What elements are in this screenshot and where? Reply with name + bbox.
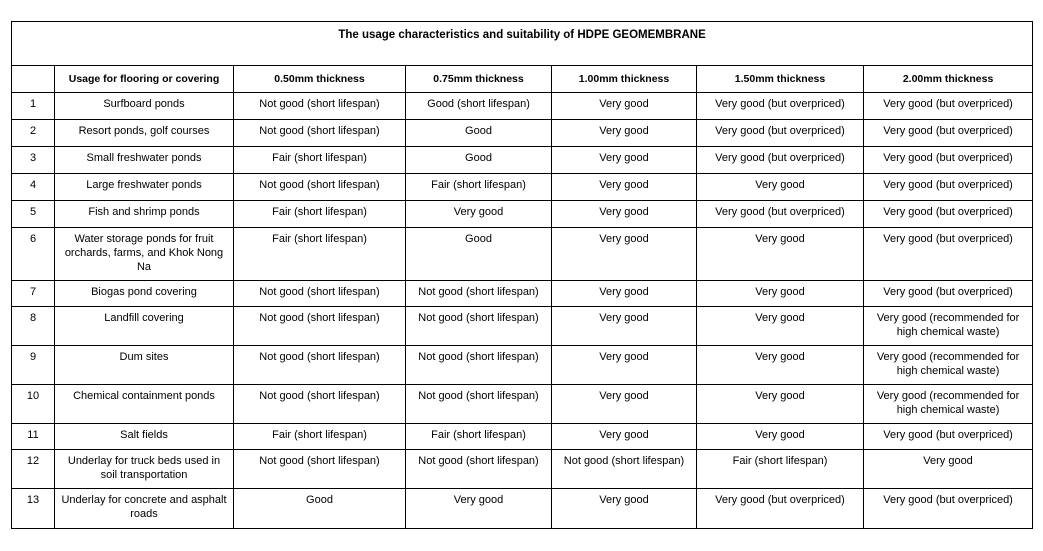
rating-cell-100mm: Very good <box>552 120 697 147</box>
rating-cell-150mm: Very good (but overpriced) <box>697 120 864 147</box>
rating-cell-050mm: Not good (short lifespan) <box>234 281 406 307</box>
rating-cell-050mm: Not good (short lifespan) <box>234 450 406 489</box>
table-body <box>12 93 1033 529</box>
usage-cell: Large freshwater ponds <box>55 174 234 201</box>
rating-cell-150mm: Very good (but overpriced) <box>697 147 864 174</box>
table-row <box>12 307 1033 346</box>
row-number-cell: 8 <box>12 307 55 346</box>
rating-cell-100mm: Very good <box>552 201 697 228</box>
rating-cell-150mm: Very good <box>697 281 864 307</box>
rating-cell-150mm: Very good <box>697 424 864 450</box>
rating-cell-100mm: Very good <box>552 147 697 174</box>
col-header-050mm: 0.50mm thickness <box>234 66 406 93</box>
rating-cell-150mm: Very good <box>697 228 864 281</box>
rating-cell-100mm: Very good <box>552 424 697 450</box>
rating-cell-075mm: Fair (short lifespan) <box>406 424 552 450</box>
usage-cell: Surfboard ponds <box>55 93 234 120</box>
rating-cell-075mm: Not good (short lifespan) <box>406 450 552 489</box>
rating-cell-050mm: Not good (short lifespan) <box>234 93 406 120</box>
table-container <box>11 21 1033 529</box>
rating-cell-150mm: Very good <box>697 385 864 424</box>
table-row <box>12 120 1033 147</box>
col-header-row-number <box>12 66 55 93</box>
rating-cell-050mm: Fair (short lifespan) <box>234 228 406 281</box>
suitability-table <box>11 21 1033 529</box>
rating-cell-075mm: Not good (short lifespan) <box>406 281 552 307</box>
col-header-200mm: 2.00mm thickness <box>864 66 1033 93</box>
usage-cell: Water storage ponds for fruit orchards, farms, and Khok Nong Na <box>55 228 234 281</box>
table-title: The usage characteristics and suitability of HDPE GEOMEMBRANE <box>12 22 1033 66</box>
rating-cell-075mm: Good <box>406 120 552 147</box>
rating-cell-075mm: Fair (short lifespan) <box>406 174 552 201</box>
rating-cell-100mm: Very good <box>552 489 697 529</box>
row-number-cell: 3 <box>12 147 55 174</box>
row-number-cell: 9 <box>12 346 55 385</box>
usage-cell: Chemical containment ponds <box>55 385 234 424</box>
rating-cell-050mm: Not good (short lifespan) <box>234 174 406 201</box>
row-number-cell: 6 <box>12 228 55 281</box>
rating-cell-050mm: Not good (short lifespan) <box>234 307 406 346</box>
table-row <box>12 489 1033 529</box>
row-number-cell: 10 <box>12 385 55 424</box>
table-row <box>12 281 1033 307</box>
row-number-cell: 12 <box>12 450 55 489</box>
rating-cell-050mm: Not good (short lifespan) <box>234 346 406 385</box>
usage-cell: Underlay for concrete and asphalt roads <box>55 489 234 529</box>
usage-cell: Biogas pond covering <box>55 281 234 307</box>
usage-cell: Salt fields <box>55 424 234 450</box>
table-row <box>12 174 1033 201</box>
table-row <box>12 346 1033 385</box>
title-row <box>12 22 1033 66</box>
header-row <box>12 66 1033 93</box>
rating-cell-050mm: Fair (short lifespan) <box>234 424 406 450</box>
rating-cell-075mm: Not good (short lifespan) <box>406 346 552 385</box>
table-row <box>12 201 1033 228</box>
table-row <box>12 450 1033 489</box>
rating-cell-200mm: Very good (but overpriced) <box>864 228 1033 281</box>
rating-cell-150mm: Very good <box>697 307 864 346</box>
rating-cell-200mm: Very good <box>864 450 1033 489</box>
usage-cell: Dum sites <box>55 346 234 385</box>
rating-cell-200mm: Very good (but overpriced) <box>864 489 1033 529</box>
row-number-cell: 4 <box>12 174 55 201</box>
row-number-cell: 13 <box>12 489 55 529</box>
rating-cell-200mm: Very good (but overpriced) <box>864 174 1033 201</box>
usage-cell: Fish and shrimp ponds <box>55 201 234 228</box>
rating-cell-050mm: Not good (short lifespan) <box>234 385 406 424</box>
rating-cell-150mm: Very good <box>697 346 864 385</box>
rating-cell-150mm: Fair (short lifespan) <box>697 450 864 489</box>
rating-cell-150mm: Very good <box>697 174 864 201</box>
rating-cell-200mm: Very good (but overpriced) <box>864 424 1033 450</box>
usage-cell: Resort ponds, golf courses <box>55 120 234 147</box>
usage-cell: Landfill covering <box>55 307 234 346</box>
rating-cell-200mm: Very good (but overpriced) <box>864 120 1033 147</box>
rating-cell-100mm: Very good <box>552 385 697 424</box>
rating-cell-200mm: Very good (recommended for high chemical waste) <box>864 346 1033 385</box>
rating-cell-100mm: Very good <box>552 93 697 120</box>
col-header-075mm: 0.75mm thickness <box>406 66 552 93</box>
rating-cell-050mm: Fair (short lifespan) <box>234 147 406 174</box>
rating-cell-200mm: Very good (but overpriced) <box>864 93 1033 120</box>
row-number-cell: 2 <box>12 120 55 147</box>
rating-cell-075mm: Good (short lifespan) <box>406 93 552 120</box>
rating-cell-075mm: Good <box>406 228 552 281</box>
table-row <box>12 424 1033 450</box>
rating-cell-200mm: Very good (but overpriced) <box>864 147 1033 174</box>
rating-cell-100mm: Very good <box>552 174 697 201</box>
rating-cell-050mm: Fair (short lifespan) <box>234 201 406 228</box>
rating-cell-200mm: Very good (but overpriced) <box>864 281 1033 307</box>
table-row <box>12 228 1033 281</box>
row-number-cell: 5 <box>12 201 55 228</box>
row-number-cell: 11 <box>12 424 55 450</box>
rating-cell-075mm: Very good <box>406 201 552 228</box>
rating-cell-150mm: Very good (but overpriced) <box>697 201 864 228</box>
usage-cell: Small freshwater ponds <box>55 147 234 174</box>
rating-cell-100mm: Very good <box>552 228 697 281</box>
col-header-100mm: 1.00mm thickness <box>552 66 697 93</box>
rating-cell-075mm: Good <box>406 147 552 174</box>
rating-cell-075mm: Not good (short lifespan) <box>406 385 552 424</box>
rating-cell-075mm: Not good (short lifespan) <box>406 307 552 346</box>
rating-cell-050mm: Not good (short lifespan) <box>234 120 406 147</box>
col-header-150mm: 1.50mm thickness <box>697 66 864 93</box>
col-header-usage: Usage for flooring or covering <box>55 66 234 93</box>
row-number-cell: 7 <box>12 281 55 307</box>
table-row <box>12 385 1033 424</box>
rating-cell-100mm: Not good (short lifespan) <box>552 450 697 489</box>
rating-cell-150mm: Very good (but overpriced) <box>697 489 864 529</box>
table-row <box>12 93 1033 120</box>
table-row <box>12 147 1033 174</box>
usage-cell: Underlay for truck beds used in soil transportation <box>55 450 234 489</box>
rating-cell-100mm: Very good <box>552 281 697 307</box>
rating-cell-200mm: Very good (recommended for high chemical waste) <box>864 307 1033 346</box>
row-number-cell: 1 <box>12 93 55 120</box>
rating-cell-075mm: Very good <box>406 489 552 529</box>
rating-cell-050mm: Good <box>234 489 406 529</box>
rating-cell-100mm: Very good <box>552 346 697 385</box>
rating-cell-150mm: Very good (but overpriced) <box>697 93 864 120</box>
rating-cell-200mm: Very good (but overpriced) <box>864 201 1033 228</box>
rating-cell-100mm: Very good <box>552 307 697 346</box>
rating-cell-200mm: Very good (recommended for high chemical waste) <box>864 385 1033 424</box>
